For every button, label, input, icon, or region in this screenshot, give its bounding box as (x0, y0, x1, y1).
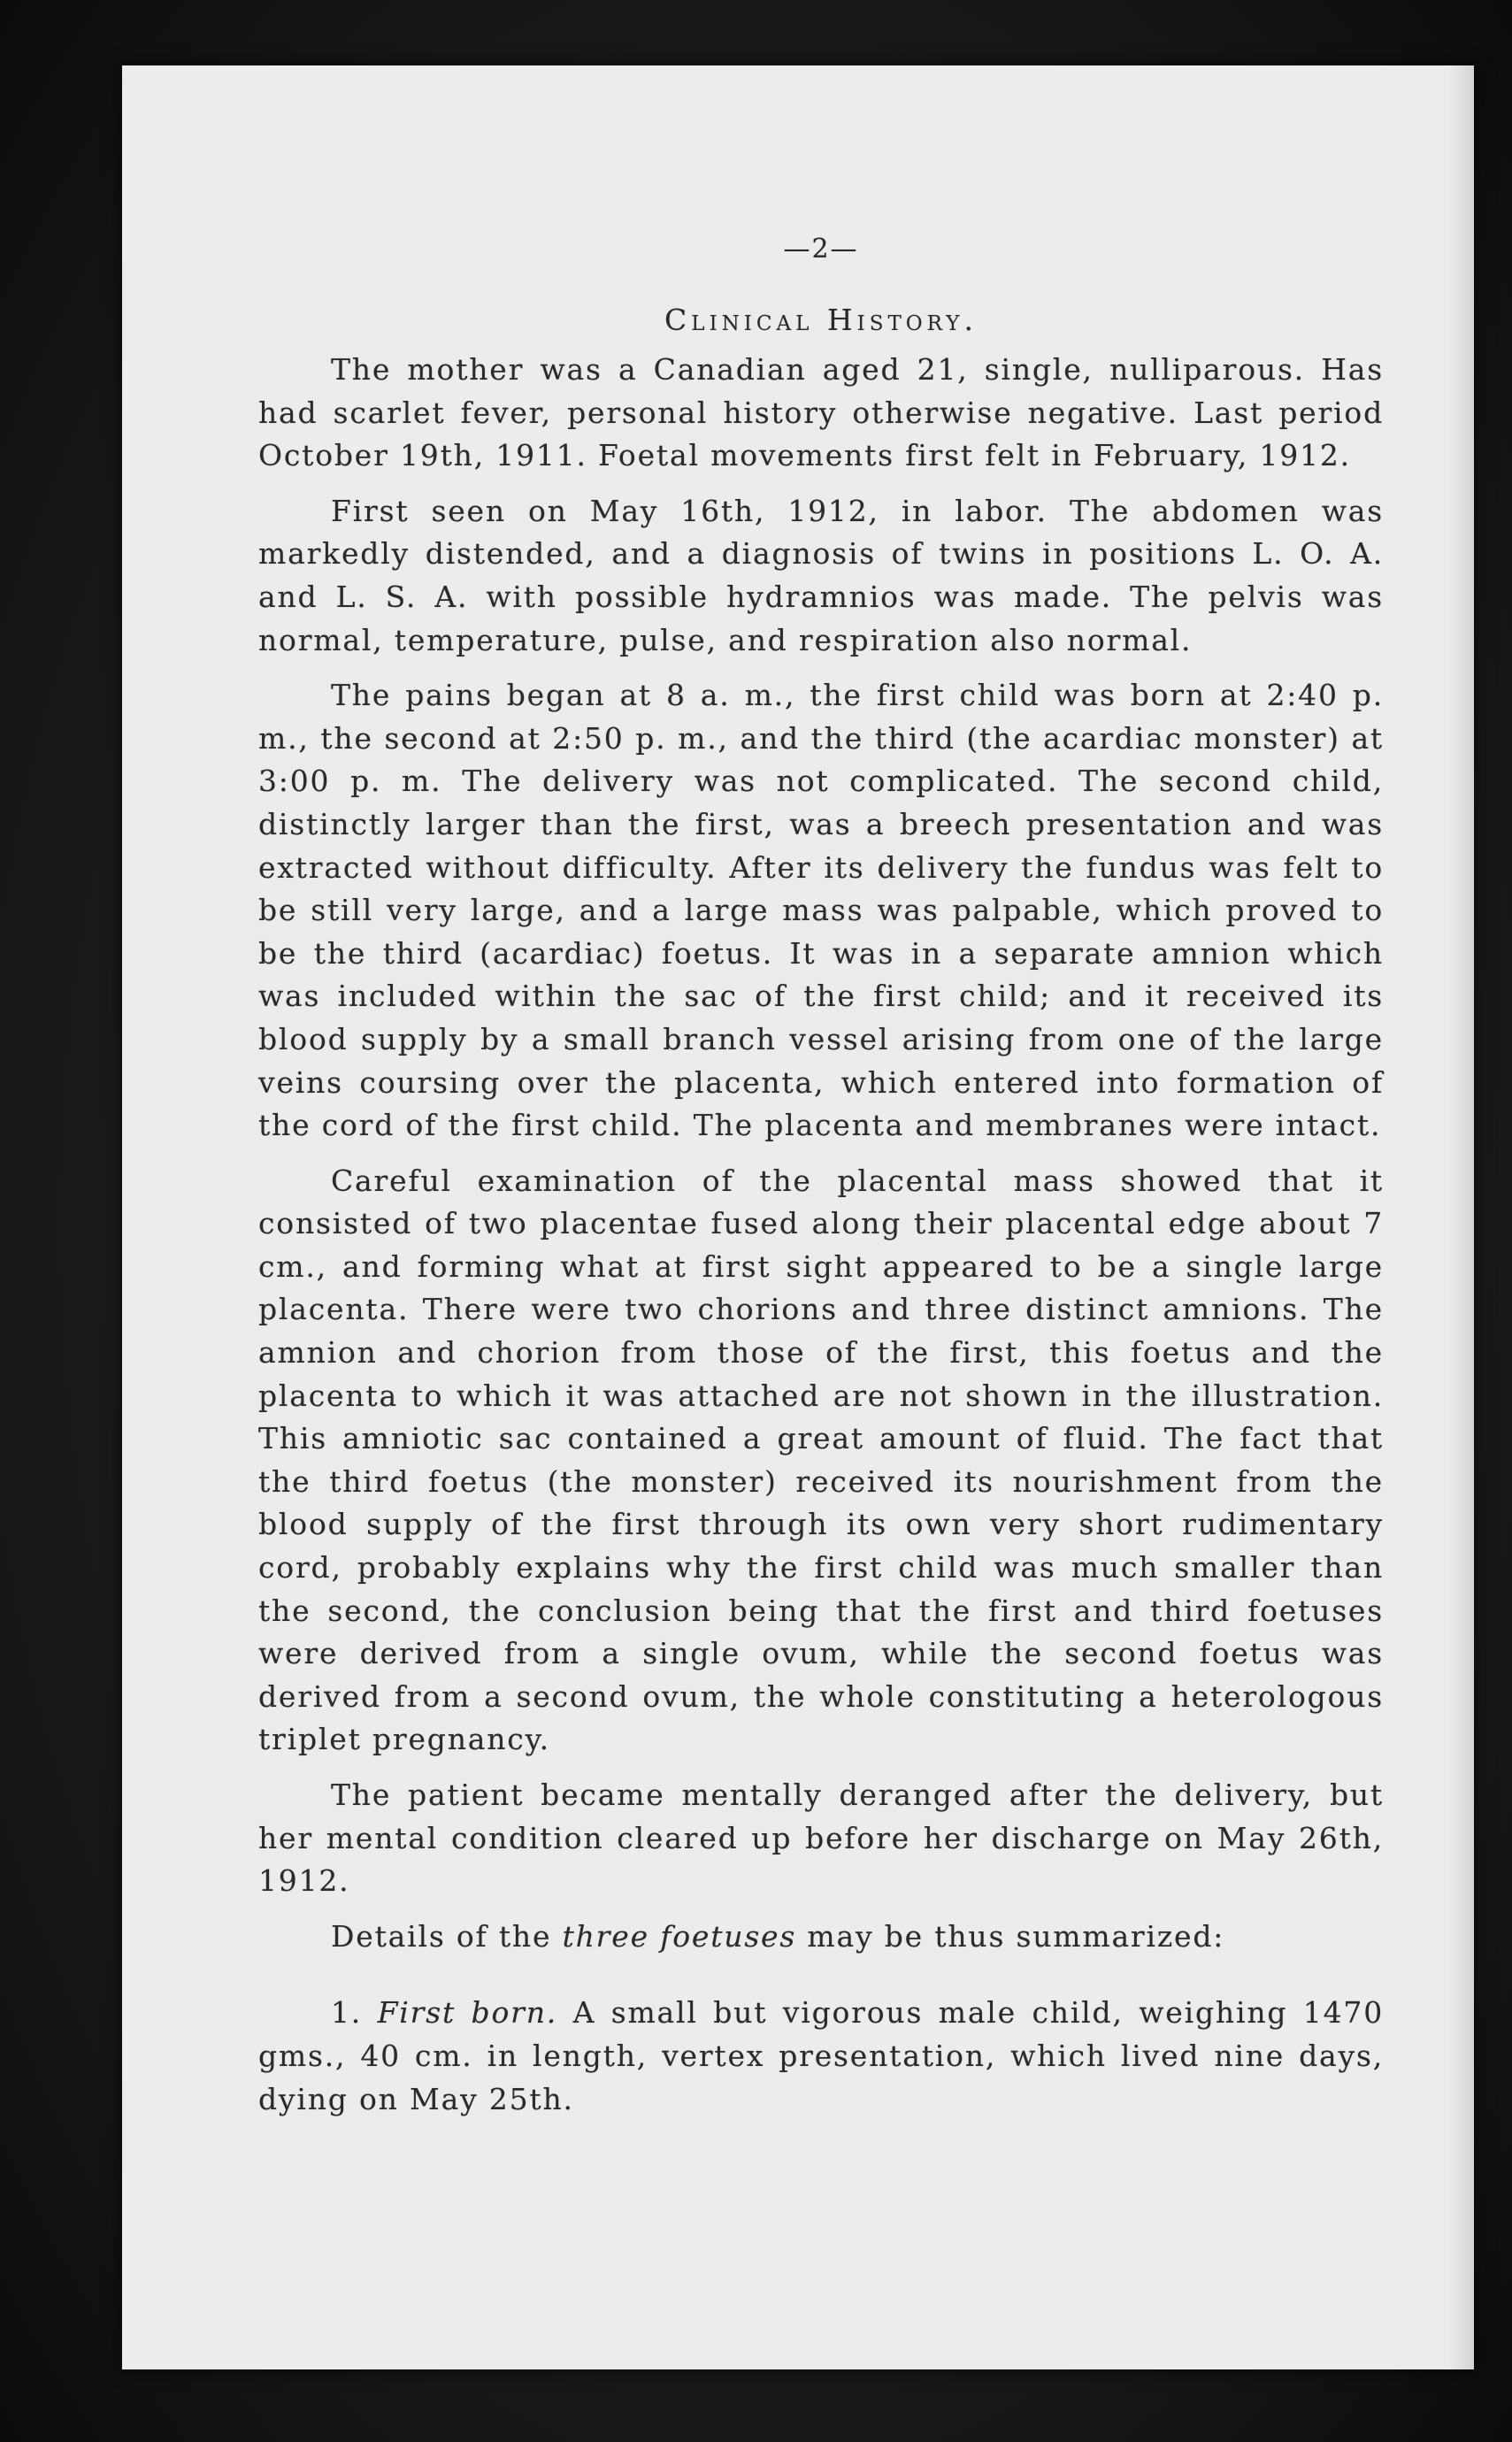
list-item (258, 1992, 1384, 2121)
item-label: First born. (377, 1995, 558, 2031)
paragraph: The pains began at 8 a. m., the first child was born at 2:40 p. m., the second at 2:50 p. m., and the third (the acardiac monster) at 3:00 p. m. The delivery was not complicated. The second child, distinctly larger than the first, was a breech presentation and was extracted without difficulty. After its delivery the fundus was felt to be still very large, and a large mass was palpable, which proved to be the third (acardiac) foetus. It was in a separate amnion which was included within the sac of the first child; and it received its blood supply by a small branch vessel arising from one of the large veins coursing over the placenta, which entered into formation of the cord of the first child. The placenta and membranes were intact. (258, 678, 1384, 1143)
paragraph: The mother was a Canadian aged 21, single, nulliparous. Has had scarlet fever, personal history otherwise negative. Last period October 19th, 1911. Foetal movements first felt in February, 1912. (258, 352, 1384, 473)
details-intro-emphasis: three foetuses (562, 1918, 797, 1954)
page-text (258, 232, 1384, 2121)
section-heading: Clinical History. (664, 303, 978, 337)
page-number: —2— (783, 234, 859, 265)
details-intro-tail: may be thus summarized: (796, 1918, 1225, 1954)
item-number: 1. (331, 1995, 378, 2031)
item-text: A small but vigorous male child, weighing 1470 gms., 40 cm. in length, vertex presentation, which lived nine days, dying on May 25th. (258, 1995, 1384, 2116)
paragraph: First seen on May 16th, 1912, in labor. The abdomen was markedly distended, and a diagnosis of twins in positions L. O. A. and L. S. A. with possible hydramnios was made. The pelvis was normal, temperature, pulse, and respiration also normal. (258, 493, 1384, 657)
paragraph: Careful examination of the placental mass showed that it consisted of two placentae fused along their placental edge about 7 cm., and forming what at first sight appeared to be a single large placenta. There were two chorions and three distinct amnions. The amnion and chorion from those of the first, this foetus and the placenta to which it was attached are not shown in the illustration. This amniotic sac contained a great amount of fluid. The fact that the third foetus (the monster) received its nourishment from the blood supply of the first through its own very short rudimentary cord, probably explains why the first child was much smaller than the second, the conclusion being that the first and third foetuses were derived from a single ovum, while the second foetus was derived from a second ovum, the whole constituting a heterologous triplet pregnancy. (258, 1163, 1384, 1757)
details-intro-text: Details of the (331, 1918, 563, 1954)
paragraph: The patient became mentally deranged after the delivery, but her mental condition cleared up before her discharge on May 26th, 1912. (258, 1778, 1384, 1899)
details-intro (258, 1916, 1384, 1959)
